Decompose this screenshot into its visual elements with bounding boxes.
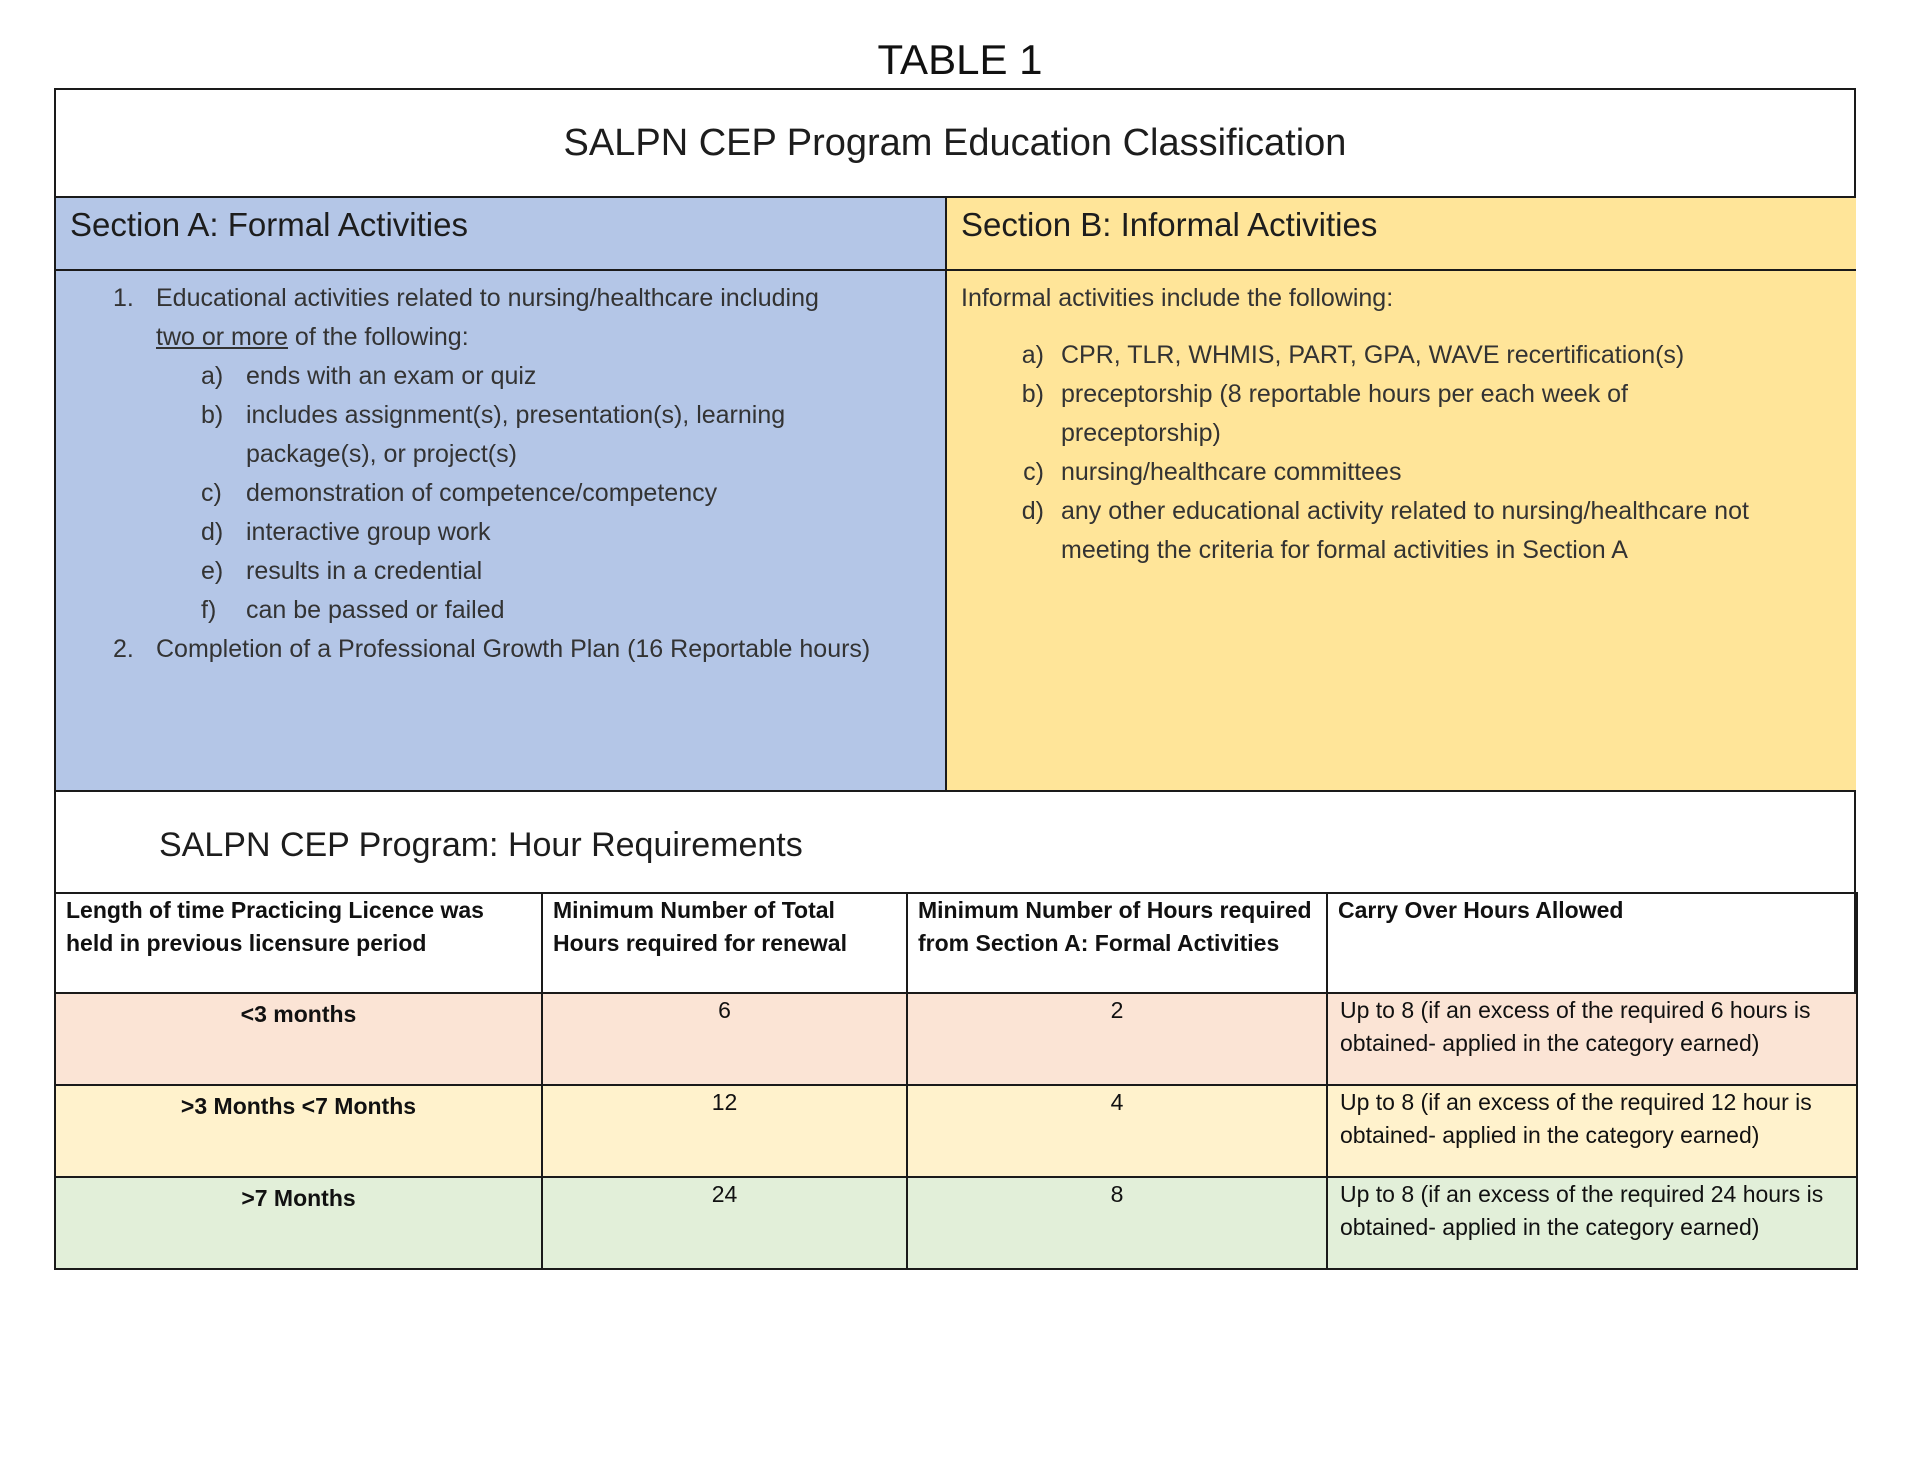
table-row — [55, 993, 1857, 1085]
item-number: 1. — [113, 284, 134, 312]
item-text: any other educational activity related to nursing/healthcare not meeting the criteria for formal activities in Section A — [1061, 497, 1749, 564]
table-header-row — [55, 893, 1857, 993]
section-b-panel — [947, 198, 1856, 790]
cell-total: 6 — [542, 993, 907, 1085]
section-b-item — [961, 336, 1856, 375]
hour-requirements-section — [56, 790, 1854, 1269]
hour-requirements-table — [54, 892, 1858, 1270]
section-a-subitem — [56, 474, 945, 513]
subitem-text: ends with an exam or quiz — [246, 362, 537, 390]
subitem-text: includes assignment(s), presentation(s), learning package(s), or project(s) — [246, 401, 786, 468]
section-a-item-2 — [56, 630, 945, 669]
subitem-label: a) — [201, 362, 224, 390]
subitem-text: can be passed or failed — [246, 596, 505, 624]
section-a-subitem — [56, 513, 945, 552]
subitem-text: demonstration of competence/competency — [246, 479, 718, 507]
item-underlined-text: two or more — [156, 323, 288, 351]
section-a-subitem — [56, 552, 945, 591]
subitem-label: b) — [201, 401, 224, 429]
section-a-subitem — [56, 591, 945, 630]
section-b-heading: Section B: Informal Activities — [947, 198, 1856, 271]
section-b-item — [961, 492, 1856, 570]
section-b-item — [961, 453, 1856, 492]
section-b-intro: Informal activities include the following: — [961, 284, 1394, 312]
cell-formal: 8 — [907, 1177, 1327, 1269]
item-text-after: of the following: — [287, 323, 469, 351]
section-a-body — [56, 271, 945, 669]
item-label: c) — [1023, 458, 1044, 486]
section-a-subitem — [56, 357, 945, 396]
section-b-item — [961, 375, 1856, 453]
table-row — [55, 1177, 1857, 1269]
section-a-subitem — [56, 396, 945, 474]
cell-formal: 4 — [907, 1085, 1327, 1177]
item-text: CPR, TLR, WHMIS, PART, GPA, WAVE recertification(s) — [1061, 341, 1685, 369]
cell-length: >7 Months — [55, 1177, 542, 1269]
item-label: b) — [1021, 380, 1044, 408]
section-a-heading: Section A: Formal Activities — [56, 198, 945, 271]
header-carry-over: Carry Over Hours Allowed — [1327, 893, 1857, 993]
subitem-label: d) — [201, 518, 224, 546]
subitem-text: results in a credential — [246, 557, 483, 585]
section-b-body — [947, 271, 1856, 570]
document-title: TABLE 1 — [877, 36, 1043, 83]
item-text: Educational activities related to nursing/healthcare including — [156, 284, 819, 312]
cell-carry: Up to 8 (if an excess of the required 6 hours is obtained- applied in the category earned) — [1327, 993, 1857, 1085]
cell-formal: 2 — [907, 993, 1327, 1085]
header-length: Length of time Practicing Licence was held in previous licensure period — [55, 893, 542, 993]
cell-carry: Up to 8 (if an excess of the required 24 hours is obtained- applied in the category earned) — [1327, 1177, 1857, 1269]
hour-requirements-title: SALPN CEP Program: Hour Requirements — [159, 826, 803, 864]
section-a-panel — [56, 198, 947, 790]
subitem-label: c) — [201, 479, 222, 507]
item-number: 2. — [113, 635, 134, 663]
subitem-label: f) — [201, 596, 217, 624]
table-frame — [54, 88, 1856, 1269]
subitem-label: e) — [201, 557, 224, 585]
cell-length: <3 months — [55, 993, 542, 1085]
item-text: Completion of a Professional Growth Plan (16 Reportable hours) — [156, 635, 871, 663]
section-a-item-1 — [56, 279, 945, 357]
cell-total: 12 — [542, 1085, 907, 1177]
cell-carry: Up to 8 (if an excess of the required 12 hour is obtained- applied in the category earned) — [1327, 1085, 1857, 1177]
cell-total: 24 — [542, 1177, 907, 1269]
item-text: nursing/healthcare committees — [1061, 458, 1402, 486]
item-text: preceptorship (8 reportable hours per each week of preceptorship) — [1061, 380, 1628, 447]
header-formal-hours: Minimum Number of Hours required from Section A: Formal Activities — [907, 893, 1327, 993]
cell-length: >3 Months <7 Months — [55, 1085, 542, 1177]
item-label: d) — [1021, 497, 1044, 525]
classification-title: SALPN CEP Program Education Classification — [56, 90, 1854, 198]
subitem-text: interactive group work — [246, 518, 491, 546]
table-row — [55, 1085, 1857, 1177]
header-total-hours: Minimum Number of Total Hours required for renewal — [542, 893, 907, 993]
item-label: a) — [1021, 341, 1044, 369]
